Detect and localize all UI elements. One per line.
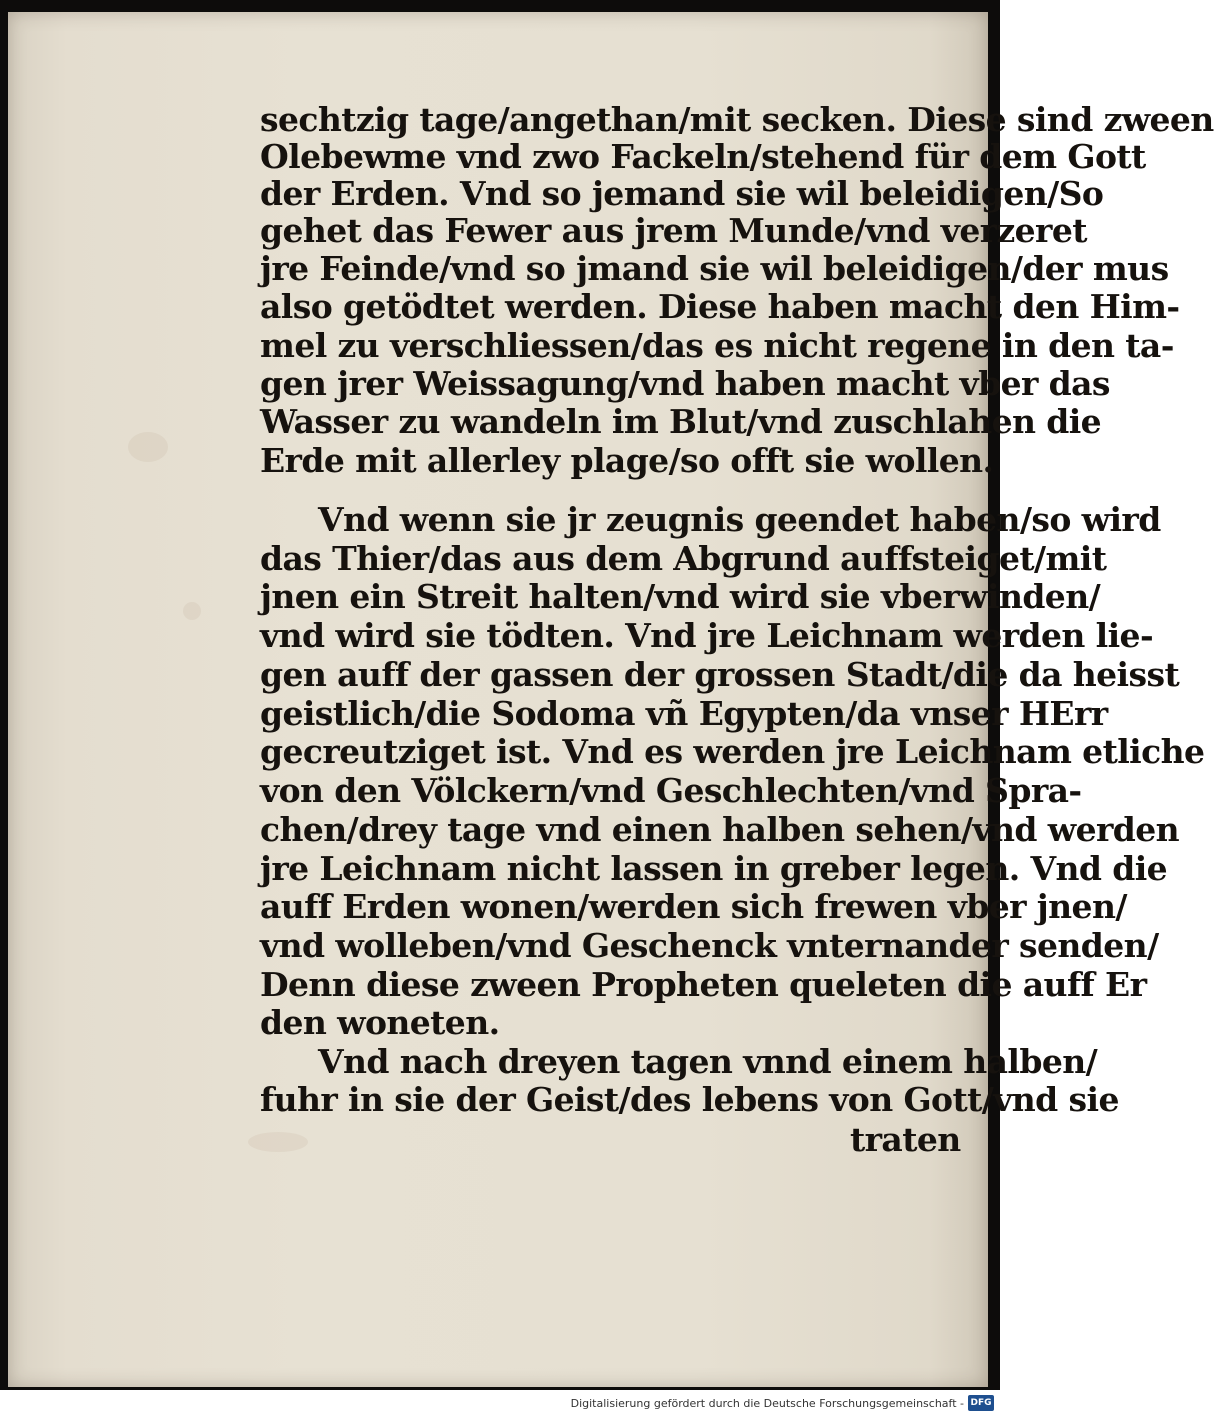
paper-stain [183,602,201,620]
text-line: sechtzig tage/angethan/mit secken. Diese sind zween [260,100,1214,139]
paper-stain [128,432,168,462]
text-line: gehet das Fewer aus jrem Munde/vnd verzeret [260,211,1087,250]
text-line: gecreutziget ist. Vnd es werden jre Leichnam etliche [260,732,1205,771]
text-line: Erde mit allerley plage/so offt sie wollen. [260,441,994,480]
text-line: Denn diese zween Propheten queleten die auff Er [260,965,1147,1004]
funding-notice: Digitalisierung gefördert durch die Deutsche Forschungsgemeinschaft - [570,1397,964,1410]
text-line: fuhr in sie der Geist/des lebens von Gott/vnd sie [260,1080,1119,1119]
catchword: traten [850,1120,961,1159]
text-line: vnd wird sie tödten. Vnd jre Leichnam werden lie- [260,616,1154,655]
text-line: gen auff der gassen der grossen Stadt/die da heisst [260,655,1180,694]
text-line: Vnd wenn sie jr zeugnis geendet haben/so wird [318,500,1161,539]
footer-bar [0,1392,1000,1419]
paper-stain [248,1132,308,1152]
text-line: das Thier/das aus dem Abgrund auffsteiget/mit [260,539,1107,578]
text-line: auff Erden wonen/werden sich frewen vber jnen/ [260,887,1127,926]
text-line: jre Leichnam nicht lassen in greber legen. Vnd die [260,849,1168,888]
text-line: den woneten. [260,1003,500,1042]
text-line: von den Völckern/vnd Geschlechten/vnd Spra- [260,771,1082,810]
text-line: mel zu verschliessen/das es nicht regene in den ta- [260,326,1174,365]
text-line: geistlich/die Sodoma vñ Egypten/da vnser HErr [260,694,1108,733]
dfg-logo-icon: DFG [968,1395,994,1411]
text-line: vnd wolleben/vnd Geschenck vnternander senden/ [260,926,1159,965]
text-line: chen/drey tage vnd einen halben sehen/vnd werden [260,810,1180,849]
text-line: der Erden. Vnd so jemand sie wil beleidigen/So [260,174,1104,213]
text-line: also getödtet werden. Diese haben macht den Him- [260,287,1180,326]
text-line: Wasser zu wandeln im Blut/vnd zuschlahen die [260,402,1102,441]
text-line: jnen ein Streit halten/vnd wird sie vberwinden/ [260,577,1101,616]
text-line: jre Feinde/vnd so jmand sie wil beleidigen/der mus [260,249,1169,288]
text-line: gen jrer Weissagung/vnd haben macht vber das [260,364,1110,403]
text-line: Vnd nach dreyen tagen vnnd einem halben/ [318,1042,1098,1081]
text-line: Olebewme vnd zwo Fackeln/stehend für dem Gott [260,137,1146,176]
